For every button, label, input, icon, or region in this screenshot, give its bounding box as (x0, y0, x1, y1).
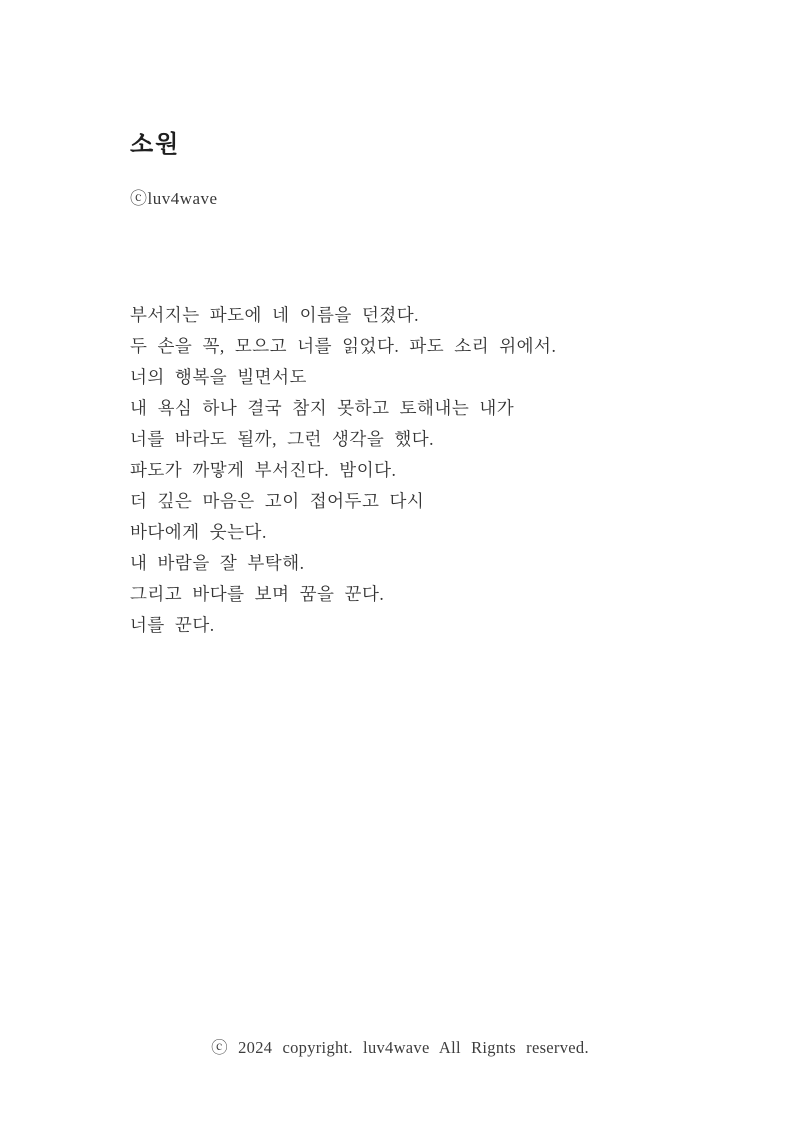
poem-line: 너를 꾼다. (130, 615, 215, 635)
poem-line: 내 바람을 잘 부탁해. (130, 553, 305, 573)
poem-line: 그리고 바다를 보며 꿈을 꾼다. (130, 584, 385, 604)
copyright-footer: ⓒ 2024 copyright. luv4wave All Rignts reserved. (211, 1038, 589, 1057)
poem-line: 내 욕심 하나 결국 참지 못하고 토해내는 내가 (130, 398, 515, 418)
poem-line: 너의 행복을 빌면서도 (130, 367, 307, 387)
poem-line: 더 깊은 마음은 고이 접어두고 다시 (130, 491, 425, 511)
poem-line: 너를 바라도 될까, 그런 생각을 했다. (130, 429, 435, 449)
poem-line: 두 손을 꼭, 모으고 너를 읽었다. 파도 소리 위에서. (130, 336, 557, 356)
poem-line: 파도가 까맣게 부서진다. 밤이다. (130, 460, 397, 480)
poem-line: 부서지는 파도에 네 이름을 던졌다. (130, 305, 420, 325)
author-credit: ⓒluv4wave (130, 189, 218, 208)
poem-header (130, 131, 218, 210)
poem-line: 바다에게 웃는다. (130, 522, 267, 542)
poem-title: 소원 (130, 132, 181, 158)
poem-body (130, 300, 556, 641)
